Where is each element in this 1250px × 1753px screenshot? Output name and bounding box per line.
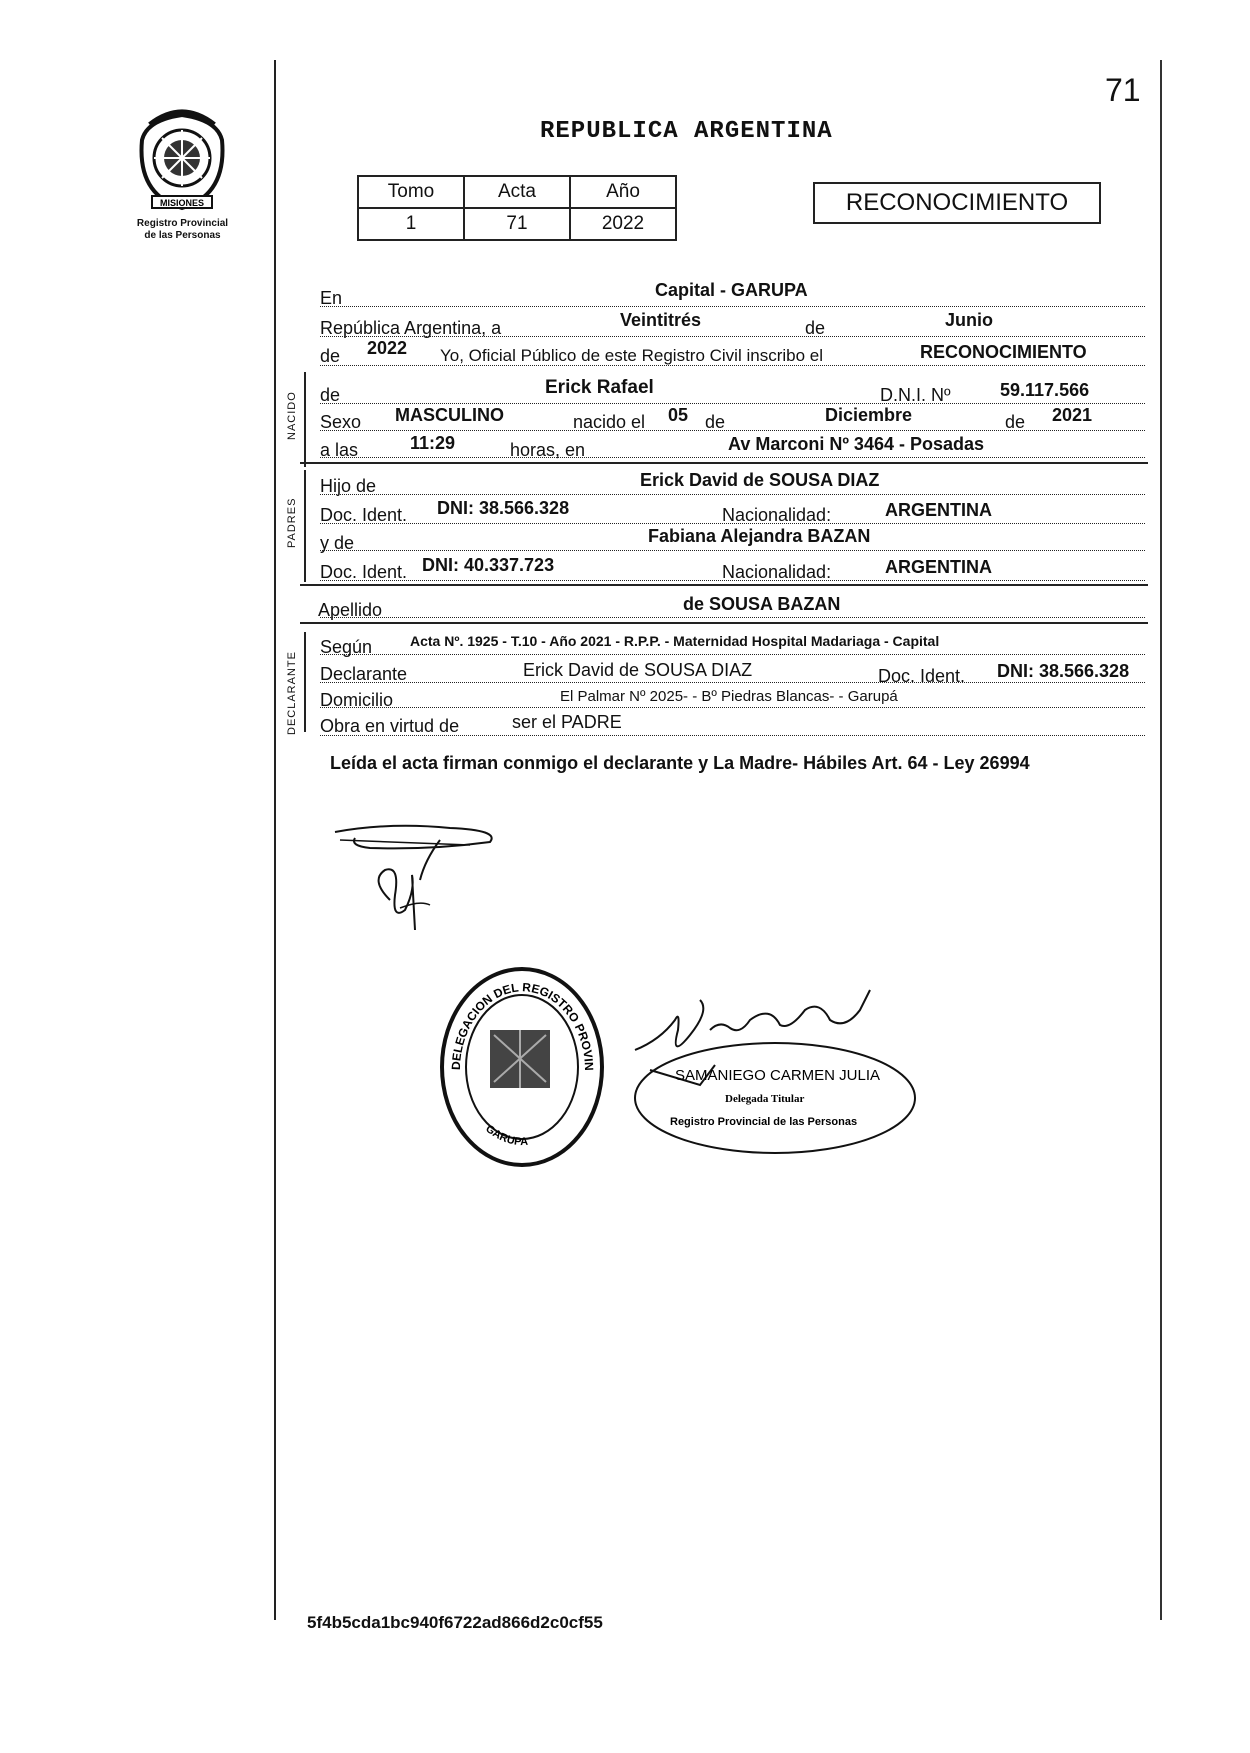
seal-center-text: GARUPA [483,1122,529,1149]
official-seal [430,960,615,1180]
dotted-line [320,365,1145,366]
declarante-label: Declarante [320,664,408,684]
place-value: Capital - GARUPA [655,280,808,300]
mother-nationality: ARGENTINA [885,557,992,577]
official-registry: Registro Provincial de las Personas [670,1116,858,1128]
dotted-line [320,735,1145,736]
declarante-doc: DNI: 38.566.328 [997,661,1130,681]
padres-bracket [304,470,306,582]
declarante-section-label: DECLARANTE [286,651,298,735]
nacionalidad-label: Nacionalidad: [722,562,832,582]
dotted-line [320,457,1145,458]
dotted-line [320,580,1145,581]
dotted-line [320,523,1145,524]
de-label: de [320,385,341,405]
dotted-line [320,617,1145,618]
registry-table [357,175,677,241]
father-doc: DNI: 38.566.328 [437,498,570,518]
republica-label: República Argentina, a [320,318,502,338]
section-divider [300,622,1148,624]
y-de-label: y de [320,533,355,553]
official-name: SAMANIEGO CARMEN JULIA [675,1067,881,1084]
declarant-signature [330,820,530,945]
dotted-line [320,430,1145,431]
document-hash: 5f4b5cda1bc940f6722ad866d2c0cf55 [307,1613,603,1632]
table-header: Tomo [358,176,464,208]
dotted-line [320,654,1145,655]
dotted-line [320,682,1145,683]
official-role: Delegada Titular [725,1093,805,1105]
domicilio-label: Domicilio [320,690,394,710]
table-header: Acta [464,176,570,208]
table-cell: 1 [358,208,464,240]
declarante-bracket [304,632,306,732]
dotted-line [320,550,1145,551]
doc-ident-label: Doc. Ident. [320,562,408,582]
nacido-el-label: nacido el [573,412,646,432]
obra-label: Obra en virtud de [320,716,460,736]
nacido-bracket [304,372,306,467]
closing-text: Leída el acta firman conmigo el declarante y La Madre- Hábiles Art. 64 - Ley 26994 [330,753,1030,773]
child-name: Erick Rafael [545,377,654,398]
de-label: de [705,412,726,432]
day-value: Veintitrés [620,310,702,330]
section-divider [300,584,1148,586]
dotted-line [320,403,1145,404]
father-name: Erick David de SOUSA DIAZ [640,470,880,490]
horas-en-label: horas, en [510,440,586,460]
doc-ident-label: Doc. Ident. [320,505,408,525]
doc-ident-label: Doc. Ident. [878,666,966,686]
dotted-line [320,336,1145,337]
table-header: Año [570,176,676,208]
seal-ring-text: DELEGACION DEL REGISTRO PROVIN [448,980,597,1071]
birth-month: Diciembre [825,405,913,425]
left-margin-line [274,60,276,1620]
mother-name: Fabiana Alejandra BAZAN [648,526,871,546]
province-logo [122,100,242,215]
act-type-box: RECONOCIMIENTO [813,182,1101,224]
page-number: 71 [1105,72,1141,108]
en-label: En [320,288,343,308]
month-value: Junio [945,310,993,330]
dotted-line [320,494,1145,495]
official-signature-stamp [630,980,930,1185]
dotted-line [320,707,1145,708]
father-nationality: ARGENTINA [885,500,992,520]
nacionalidad-label: Nacionalidad: [722,505,832,525]
birth-time: 11:29 [410,433,456,453]
de-label: de [805,318,826,338]
logo-seal-text: MISIONES [159,198,205,208]
act-type-value: RECONOCIMIENTO [920,342,1087,362]
officer-text: Yo, Oficial Público de este Registro Civil inscribo el [440,346,823,365]
sexo-label: Sexo [320,412,362,432]
dni-label: D.N.I. Nº [880,385,951,405]
table-cell: 71 [464,208,570,240]
page-title: REPUBLICA ARGENTINA [540,118,833,145]
padres-section-label: PADRES [286,497,298,548]
section-divider [300,462,1148,464]
right-margin-line [1160,60,1162,1620]
hijo-de-label: Hijo de [320,476,377,496]
nacido-section-label: NACIDO [286,391,298,440]
de-label: de [320,346,341,366]
mother-doc: DNI: 40.337.723 [422,555,555,575]
declarante-value: Erick David de SOUSA DIAZ [523,660,753,680]
logo-caption: Registro Provincial de las Personas [136,218,229,241]
apellido-label: Apellido [318,600,383,620]
year-value: 2022 [367,338,408,358]
apellido-value: de SOUSA BAZAN [683,594,841,614]
birth-day: 05 [668,405,689,425]
svg-text:GARUPA [483,1123,528,1148]
de-label: de [1005,412,1026,432]
birth-year: 2021 [1052,405,1093,425]
sexo-value: MASCULINO [395,405,504,425]
dotted-line [320,306,1145,307]
domicilio-value: El Palmar Nº 2025- - Bº Piedras Blancas- - Garupá [560,688,898,705]
obra-value: ser el PADRE [512,712,622,732]
child-dni: 59.117.566 [1000,380,1090,400]
segun-value: Acta Nº. 1925 - T.10 - Año 2021 - R.P.P. - Maternidad Hospital Madariaga - Capital [410,633,940,649]
a-las-label: a las [320,440,359,460]
table-cell: 2022 [570,208,676,240]
birth-place: Av Marconi Nº 3464 - Posadas [728,434,985,454]
segun-label: Según [320,637,373,657]
